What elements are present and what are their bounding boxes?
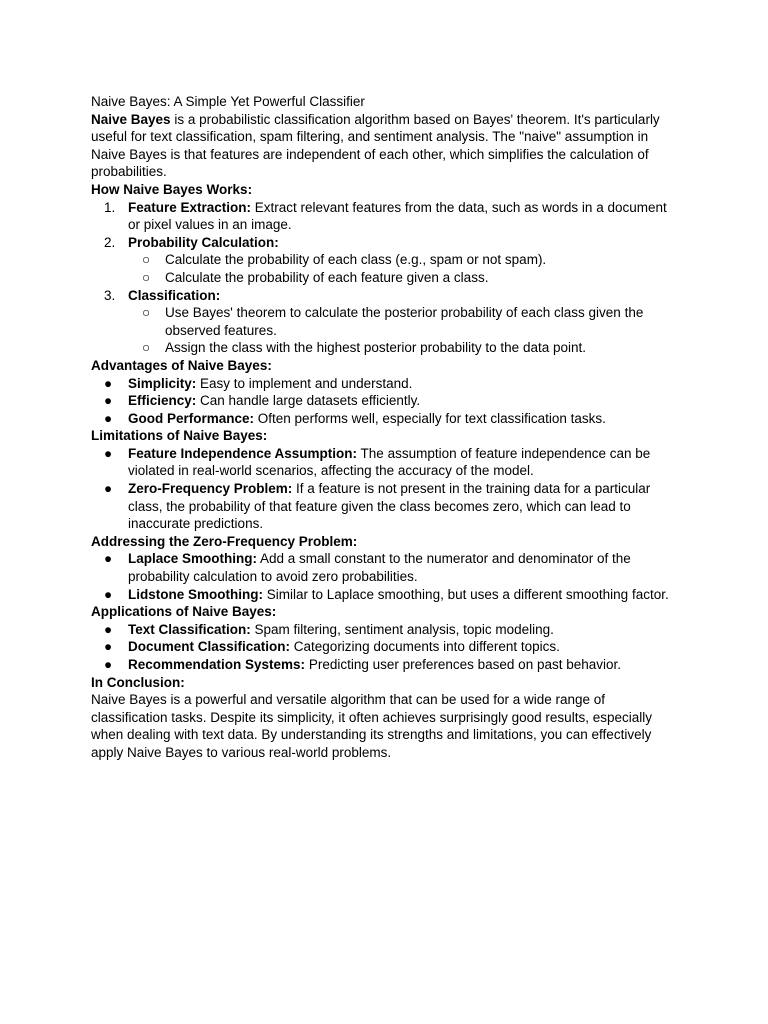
how-steps-list (91, 199, 681, 357)
advantages-list (91, 375, 681, 428)
item-text: The assumption of feature independence can be violated in real-world scenarios, affecting the accuracy of the model. (128, 445, 651, 479)
item-title: Feature Independence Assumption: (128, 445, 358, 461)
sub-item-text: Calculate the probability of each feature given a class. (165, 269, 489, 285)
hollow-bullet-icon: ○ (142, 340, 151, 356)
item-title: Recommendation Systems: (128, 657, 306, 672)
item-text: Spam filtering, sentiment analysis, topic modeling. (250, 621, 554, 637)
item-title: Efficiency: (128, 393, 197, 409)
bullet-icon: ● (104, 621, 113, 637)
limitations-list (91, 445, 681, 533)
bullet-icon: ● (104, 375, 113, 391)
sub-list (128, 251, 681, 286)
item-title: Good Performance: (128, 410, 255, 426)
how-heading: How Naive Bayes Works: (91, 181, 253, 197)
item-title: Laplace Smoothing: (128, 551, 258, 567)
limitations-heading: Limitations of Naive Bayes: (91, 428, 268, 444)
list-item (91, 375, 681, 393)
list-item (91, 480, 681, 533)
list-item (91, 621, 681, 639)
sub-item-text: Use Bayes' theorem to calculate the posterior probability of each class given the observed features. (165, 305, 644, 338)
step-text: Extract relevant features from the data, such as words in a document or pixel values in an image. (128, 199, 667, 233)
item-title: Text Classification: (128, 621, 251, 637)
list-item (91, 199, 681, 234)
bullet-icon: ● (104, 639, 113, 655)
sub-list-item (128, 269, 681, 287)
intro-paragraph (91, 111, 681, 181)
advantages-heading: Advantages of Naive Bayes: (91, 357, 272, 373)
hollow-bullet-icon: ○ (142, 269, 151, 285)
item-title: Lidstone Smoothing: (128, 586, 263, 602)
item-title: Document Classification: (128, 639, 291, 655)
sub-list (128, 304, 681, 357)
step-title: Feature Extraction: (128, 199, 252, 215)
bullet-icon: ● (104, 481, 113, 497)
bullet-icon: ● (104, 410, 113, 426)
sub-item-text: Assign the class with the highest posterior probability to the data point. (165, 340, 586, 356)
list-item (91, 656, 681, 674)
item-text: Can handle large datasets efficiently. (196, 393, 421, 409)
list-item (91, 638, 681, 656)
sub-list-item (128, 304, 681, 339)
list-number: 1. (104, 199, 116, 215)
list-number: 2. (104, 234, 116, 250)
item-text: Categorizing documents into different topics. (290, 639, 560, 655)
document-page (91, 93, 681, 762)
bullet-icon: ● (104, 657, 113, 672)
sub-item-text: Calculate the probability of each class (e.g., spam or not spam). (165, 252, 547, 268)
hollow-bullet-icon: ○ (142, 252, 151, 268)
applications-heading: Applications of Naive Bayes: (91, 604, 277, 620)
list-item (91, 392, 681, 410)
list-item (91, 410, 681, 428)
bullet-icon: ● (104, 551, 113, 567)
sub-list-item (128, 251, 681, 269)
list-item (91, 287, 681, 357)
conclusion-heading: In Conclusion: (91, 674, 185, 690)
intro-bold: Naive Bayes (91, 111, 171, 127)
item-text: Often performs well, especially for text classification tasks. (254, 410, 606, 426)
step-title: Probability Calculation: (128, 234, 279, 250)
bullet-icon: ● (104, 445, 113, 461)
hollow-bullet-icon: ○ (142, 305, 151, 321)
step-title: Classification: (128, 287, 221, 303)
item-text: If a feature is not present in the training data for a particular class, the probability of that feature given the class becomes zero, which can lead to inaccurate predictions. (128, 481, 651, 532)
item-text: Similar to Laplace smoothing, but uses a different smoothing factor. (262, 586, 669, 602)
bullet-icon: ● (104, 393, 113, 409)
item-text: Predicting user preferences based on past behavior. (305, 657, 622, 672)
list-item (91, 586, 681, 604)
document-title: Naive Bayes: A Simple Yet Powerful Classifier (91, 94, 365, 109)
list-item (91, 234, 681, 287)
item-text: Easy to implement and understand. (196, 375, 413, 391)
applications-list (91, 621, 681, 674)
bullet-icon: ● (104, 586, 113, 602)
intro-text: is a probabilistic classification algorithm based on Bayes' theorem. It's particularly useful for text classification, spam filtering, and sentiment analysis. The "naive" assumption in Naive Bayes is that features are independent of each other, which simplifies the calculation of probabilities. (91, 111, 660, 180)
zero-frequency-heading: Addressing the Zero-Frequency Problem: (91, 533, 358, 549)
item-text: Add a small constant to the numerator and denominator of the probability calculation to avoid zero probabilities. (128, 551, 631, 585)
list-item (91, 445, 681, 480)
zero-frequency-list (91, 550, 681, 603)
list-number: 3. (104, 287, 116, 303)
sub-list-item (128, 339, 681, 357)
list-item (91, 550, 681, 585)
item-title: Simplicity: (128, 375, 197, 391)
conclusion-paragraph: Naive Bayes is a powerful and versatile algorithm that can be used for a wide range of classification tasks. Despite its simplicity, it often achieves surprisingly good results, especially when dealing with text data. By understanding its strengths and limitations, you can effectively apply Naive Bayes to various real-world problems. (91, 692, 652, 760)
item-title: Zero-Frequency Problem: (128, 481, 293, 497)
